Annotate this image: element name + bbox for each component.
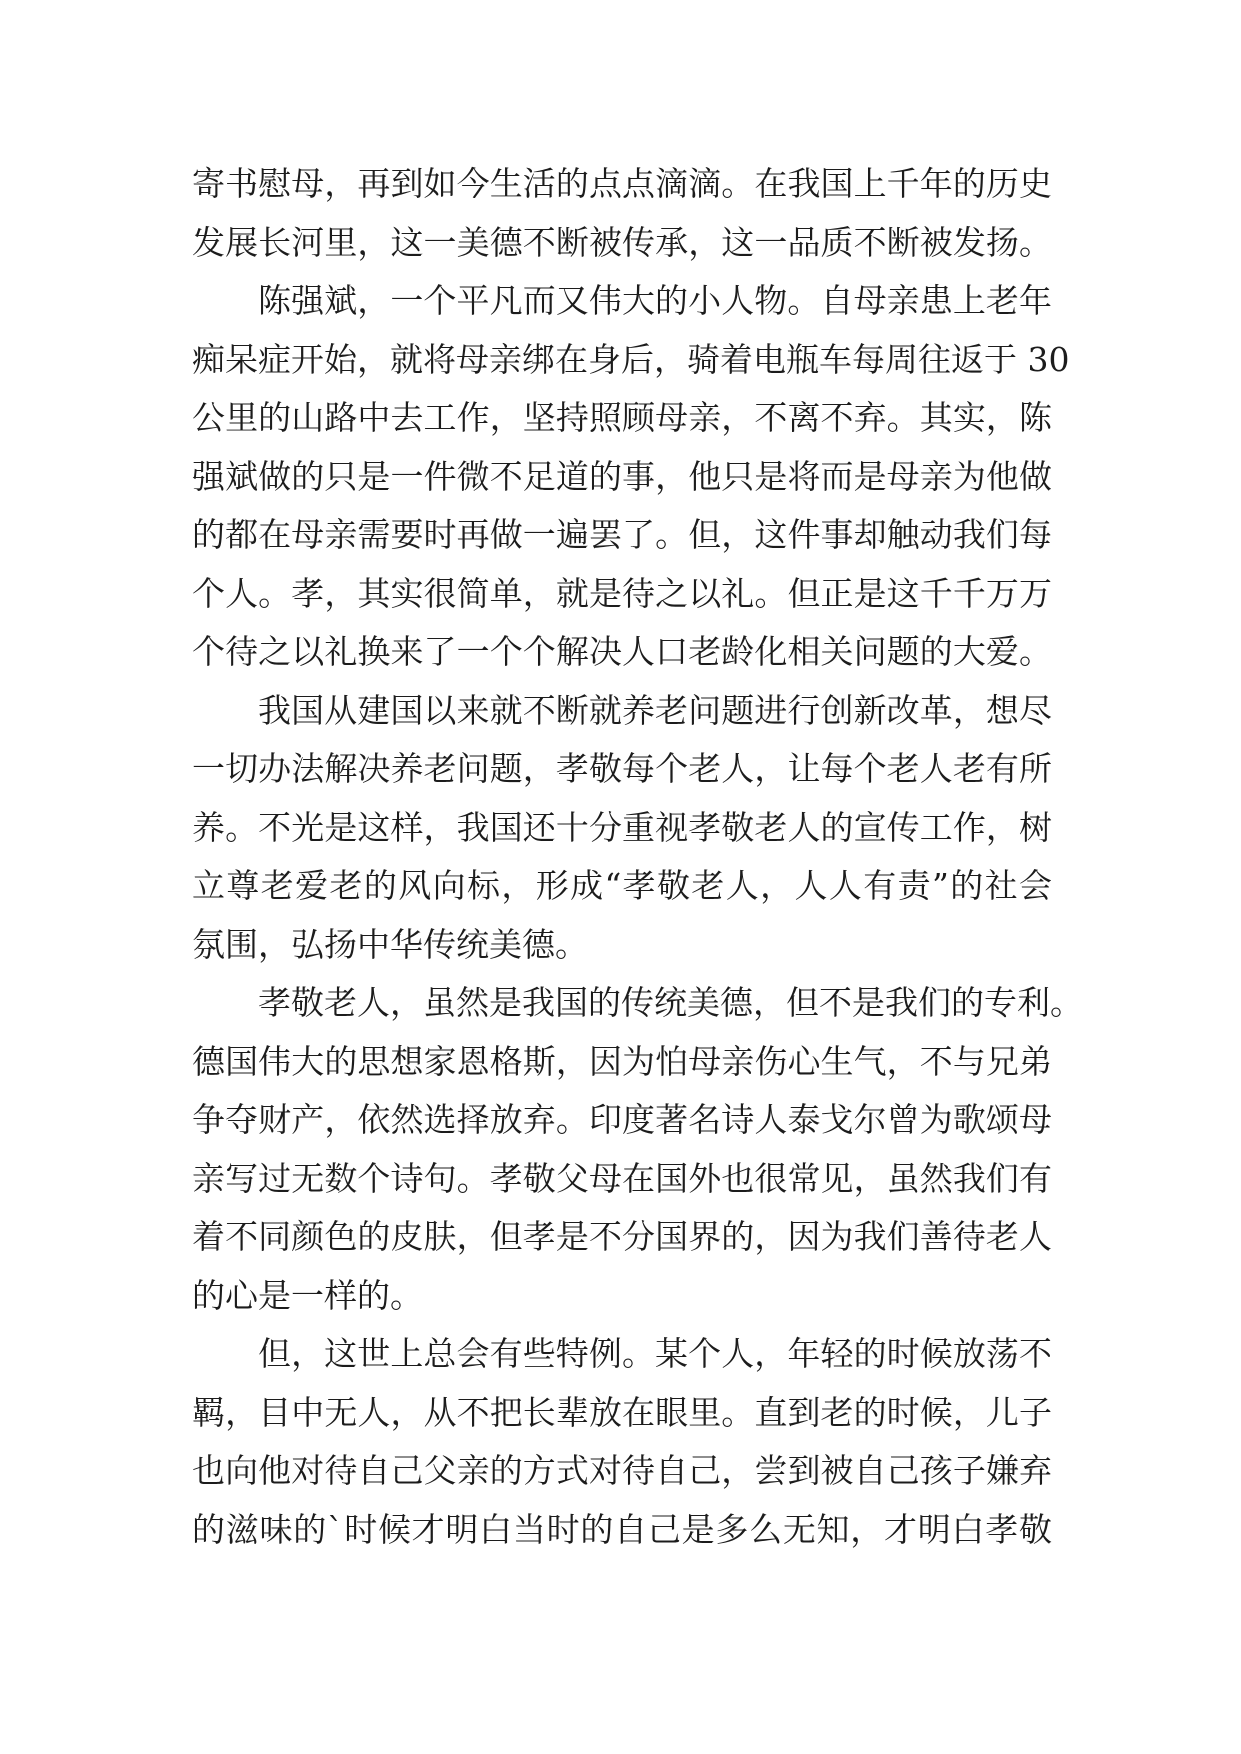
- paragraph-2: [192, 272, 1070, 682]
- paragraph-5: [192, 1325, 1052, 1559]
- text-line: 的心是一样的。: [192, 1275, 423, 1315]
- text-line: 的滋味的`时候才明白当时的自己是多么无知，才明白孝敬: [192, 1509, 1052, 1549]
- paragraph-1: [192, 155, 1052, 272]
- text-line: 陈强斌，一个平凡而又伟大的小人物。自母亲患上老年: [258, 281, 1052, 320]
- text-line: 着不同颜色的皮肤，但孝是不分国界的，因为我们善待老人: [192, 1217, 1052, 1256]
- paragraph-4: [192, 974, 1083, 1325]
- text-line: 养。不光是这样，我国还十分重视孝敬老人的宣传工作，树: [192, 807, 1052, 847]
- text-line: 个待之以礼换来了一个个解决人口老龄化相关问题的大爱。: [192, 632, 1052, 671]
- document-body: [192, 155, 1083, 1559]
- text-line: 的都在母亲需要时再做一遍罢了。但，这件事却触动我们每: [192, 515, 1052, 554]
- text-line: 公里的山路中去工作，坚持照顾母亲，不离不弃。其实，陈: [192, 398, 1052, 437]
- text-line: 我国从建国以来就不断就养老问题进行创新改革，想尽: [258, 690, 1052, 730]
- text-line: 羁，目中无人，从不把长辈放在眼里。直到老的时候，儿子: [192, 1392, 1052, 1432]
- text-line: 亲写过无数个诗句。孝敬父母在国外也很常见，虽然我们有: [192, 1158, 1052, 1198]
- text-line: 痴呆症开始，就将母亲绑在身后，骑着电瓶车每周往返于 30: [192, 339, 1070, 379]
- text-line: 但，这世上总会有些特例。某个人，年轻的时候放荡不: [258, 1334, 1052, 1373]
- text-line: 发展长河里，这一美德不断被传承，这一品质不断被发扬。: [192, 222, 1052, 262]
- text-line: 强斌做的只是一件微不足道的事，他只是将而是母亲为他做: [192, 456, 1052, 496]
- text-line: 也向他对待自己父亲的方式对待自己，尝到被自己孩子嫌弃: [192, 1451, 1052, 1490]
- text-line: 争夺财产，依然选择放弃。印度著名诗人泰戈尔曾为歌颂母: [192, 1100, 1052, 1139]
- text-line: 立尊老爱老的风向标，形成“孝敬老人，人人有责”的社会: [192, 866, 1052, 905]
- text-line: 寄书慰母，再到如今生活的点点滴滴。在我国上千年的历史: [192, 164, 1052, 203]
- paragraph-3: [192, 682, 1052, 975]
- text-line: 个人。孝，其实很简单，就是待之以礼。但正是这千千万万: [192, 573, 1052, 613]
- text-line: 氛围，弘扬中华传统美德。: [192, 924, 588, 964]
- text-line: 孝敬老人，虽然是我国的传统美德，但不是我们的专利。: [258, 983, 1083, 1022]
- text-line: 一切办法解决养老问题，孝敬每个老人，让每个老人老有所: [192, 749, 1052, 788]
- text-line: 德国伟大的思想家恩格斯，因为怕母亲伤心生气，不与兄弟: [192, 1041, 1052, 1081]
